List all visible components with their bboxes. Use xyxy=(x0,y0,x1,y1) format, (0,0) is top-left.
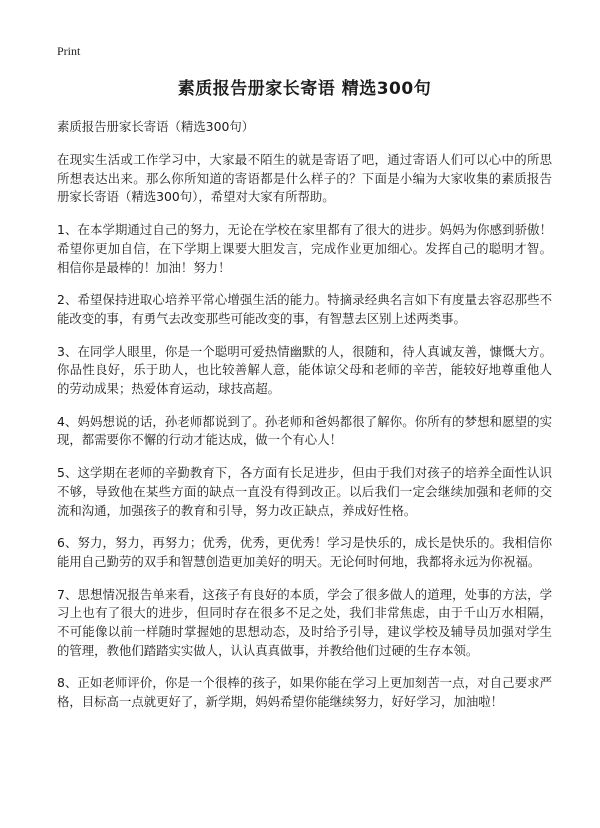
message-paragraph-4: 4、妈妈想说的话，孙老师都说到了。孙老师和爸妈都很了解你。你所有的梦想和愿望的实现，都需要你不懈的行动才能达成，做一个有心人！ xyxy=(57,413,552,448)
message-paragraph-3: 3、在同学人眼里，你是一个聪明可爱热情幽默的人，很随和，待人真诚友善，慷慨大方。你品性良好，乐于助人，也比较善解人意，能体谅父母和老师的辛苦，能较好地尊重他人的劳动成果；热爱体育运动，球技高超。 xyxy=(57,343,552,397)
message-paragraph-6: 6、努力，努力，再努力；优秀，优秀，更优秀！学习是快乐的，成长是快乐的。我相信你能用自己勤劳的双手和智慧创造更加美好的明天。无论何时何地，我都将永远为你祝福。 xyxy=(57,535,552,569)
print-link[interactable]: Print xyxy=(57,44,81,58)
message-paragraph-1: 1、在本学期通过自己的努力，无论在学校在家里都有了很大的进步。妈妈为你感到骄傲！希望你更加自信，在下学期上课要大胆发言，完成作业更加细心。发挥自己的聪明才智。相信你是最棒的！加油！努力！ xyxy=(57,222,552,275)
intro-paragraph: 在现实生活或工作学习中，大家最不陌生的就是寄语了吧，通过寄语人们可以心中的所思所想表达出来。那么你所知道的寄语都是什么样子的？下面是小编为大家收集的素质报告册家长寄语（精选300句），希望对大家有所帮助。 xyxy=(57,152,552,205)
message-paragraph-8: 8、正如老师评价，你是一个很棒的孩子，如果你能在学习上更加刻苦一点，对自己要求严格，目标高一点就更好了，新学期，妈妈希望你能继续努力，好好学习，加油啦！ xyxy=(57,675,552,710)
document-subtitle: 素质报告册家长寄语（精选300句） xyxy=(57,119,255,134)
message-paragraph-5: 5、这学期在老师的辛勤教育下，各方面有长足进步，但由于我们对孩子的培养全面性认识不够，导致他在某些方面的缺点一直没有得到改正。以后我们一定会继续加强和老师的交流和沟通，加强孩子的教育和引导，努力改正缺点，养成好性格。 xyxy=(57,465,552,518)
message-paragraph-7: 7、思想情况报告单来看，这孩子有良好的本质，学会了很多做人的道理，处事的方法，学习上也有了很大的进步，但同时存在很多不足之处，我们非常焦虑，由于千山万水相隔，不可能像以前一样随时掌握她的思想动态，及时给予引导，建议学校及辅导员加强对学生的管理，教他们踏踏实实做人，认认真真做事，并教给他们过硬的生存本领。 xyxy=(57,586,552,658)
message-paragraph-2: 2、希望保持进取心培养平常心增强生活的能力。特摘录经典名言如下有度量去容忍那些不能改变的事，有勇气去改变那些可能改变的事，有智慧去区别上述两类事。 xyxy=(57,292,552,326)
page-title: 素质报告册家长寄语 精选300句 xyxy=(177,79,432,99)
